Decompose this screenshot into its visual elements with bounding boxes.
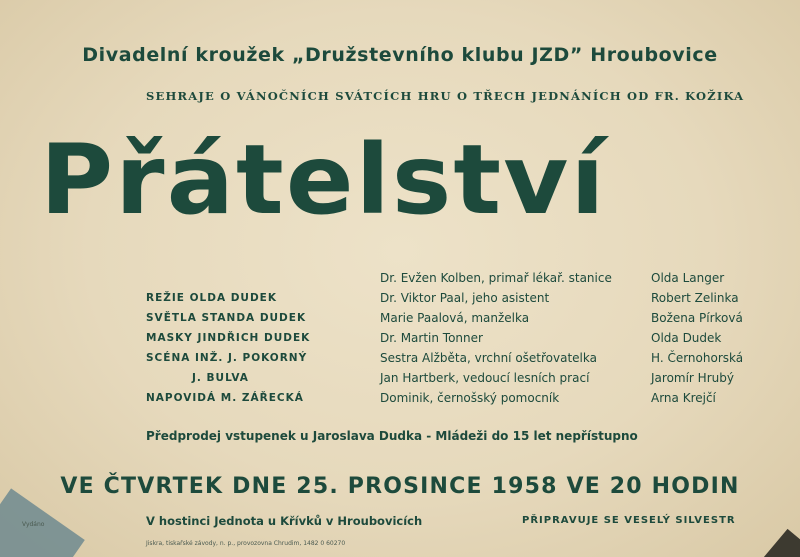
venue: V hostinci Jednota u Křívků v Hroubovicích: [146, 514, 423, 528]
crew-item: REŽIE OLDA DUDEK: [146, 292, 277, 304]
cast-roles: [380, 268, 612, 408]
play-title: Přátelství: [40, 124, 607, 236]
torn-corner: [762, 529, 800, 557]
role-name: Sestra Alžběta, vrchní ošetřovatelka: [380, 351, 597, 365]
actor-name: Jaromír Hrubý: [651, 371, 734, 385]
play-announcement: SEHRAJE O VÁNOČNÍCH SVÁTCÍCH HRU O TŘECH JEDNÁNÍCH OD FR. KOŽIKA: [146, 89, 745, 103]
crew-item: J. BULVA: [192, 372, 249, 384]
issue-mark: Vydáno: [22, 521, 45, 528]
crew-item: SVĚTLA STANDA DUDEK: [146, 312, 307, 324]
printer-imprint: Jiskra, tiskařské závody, n. p., provozovna Chrudim, 1482 0 60270: [146, 540, 346, 547]
upcoming-event: PŘIPRAVUJE SE VESELÝ SILVESTR: [522, 515, 736, 526]
cast-actors: [651, 268, 743, 408]
organizer-header: Divadelní kroužek „Družstevního klubu JZD” Hroubovice: [82, 44, 718, 66]
actor-name: Olda Dudek: [651, 331, 722, 345]
role-name: Dr. Viktor Paal, jeho asistent: [380, 291, 550, 305]
crew-list: [146, 288, 310, 408]
role-name: Dominik, černošský pomocník: [380, 391, 560, 405]
role-name: Dr. Evžen Kolben, primař lékař. stanice: [380, 271, 612, 285]
performance-date: VE ČTVRTEK DNE 25. PROSINCE 1958 VE 20 HODIN: [60, 474, 740, 499]
role-name: Marie Paalová, manželka: [380, 311, 530, 325]
actor-name: H. Černohorská: [651, 351, 744, 365]
actor-name: Arna Krejčí: [651, 391, 716, 405]
crew-item: MASKY JINDŘICH DUDEK: [146, 332, 311, 344]
role-name: Dr. Martin Tonner: [380, 331, 483, 345]
actor-name: Olda Langer: [651, 271, 725, 285]
actor-name: Božena Pírková: [651, 311, 743, 325]
crew-item: SCÉNA INŽ. J. POKORNÝ: [146, 352, 308, 364]
crew-item: NAPOVIDÁ M. ZÁŘECKÁ: [146, 392, 304, 404]
presale-note: Předprodej vstupenek u Jaroslava Dudka - Mládeži do 15 let nepřístupno: [146, 429, 638, 443]
actor-name: Robert Zelinka: [651, 291, 739, 305]
role-name: Jan Hartberk, vedoucí lesních prací: [380, 371, 590, 385]
